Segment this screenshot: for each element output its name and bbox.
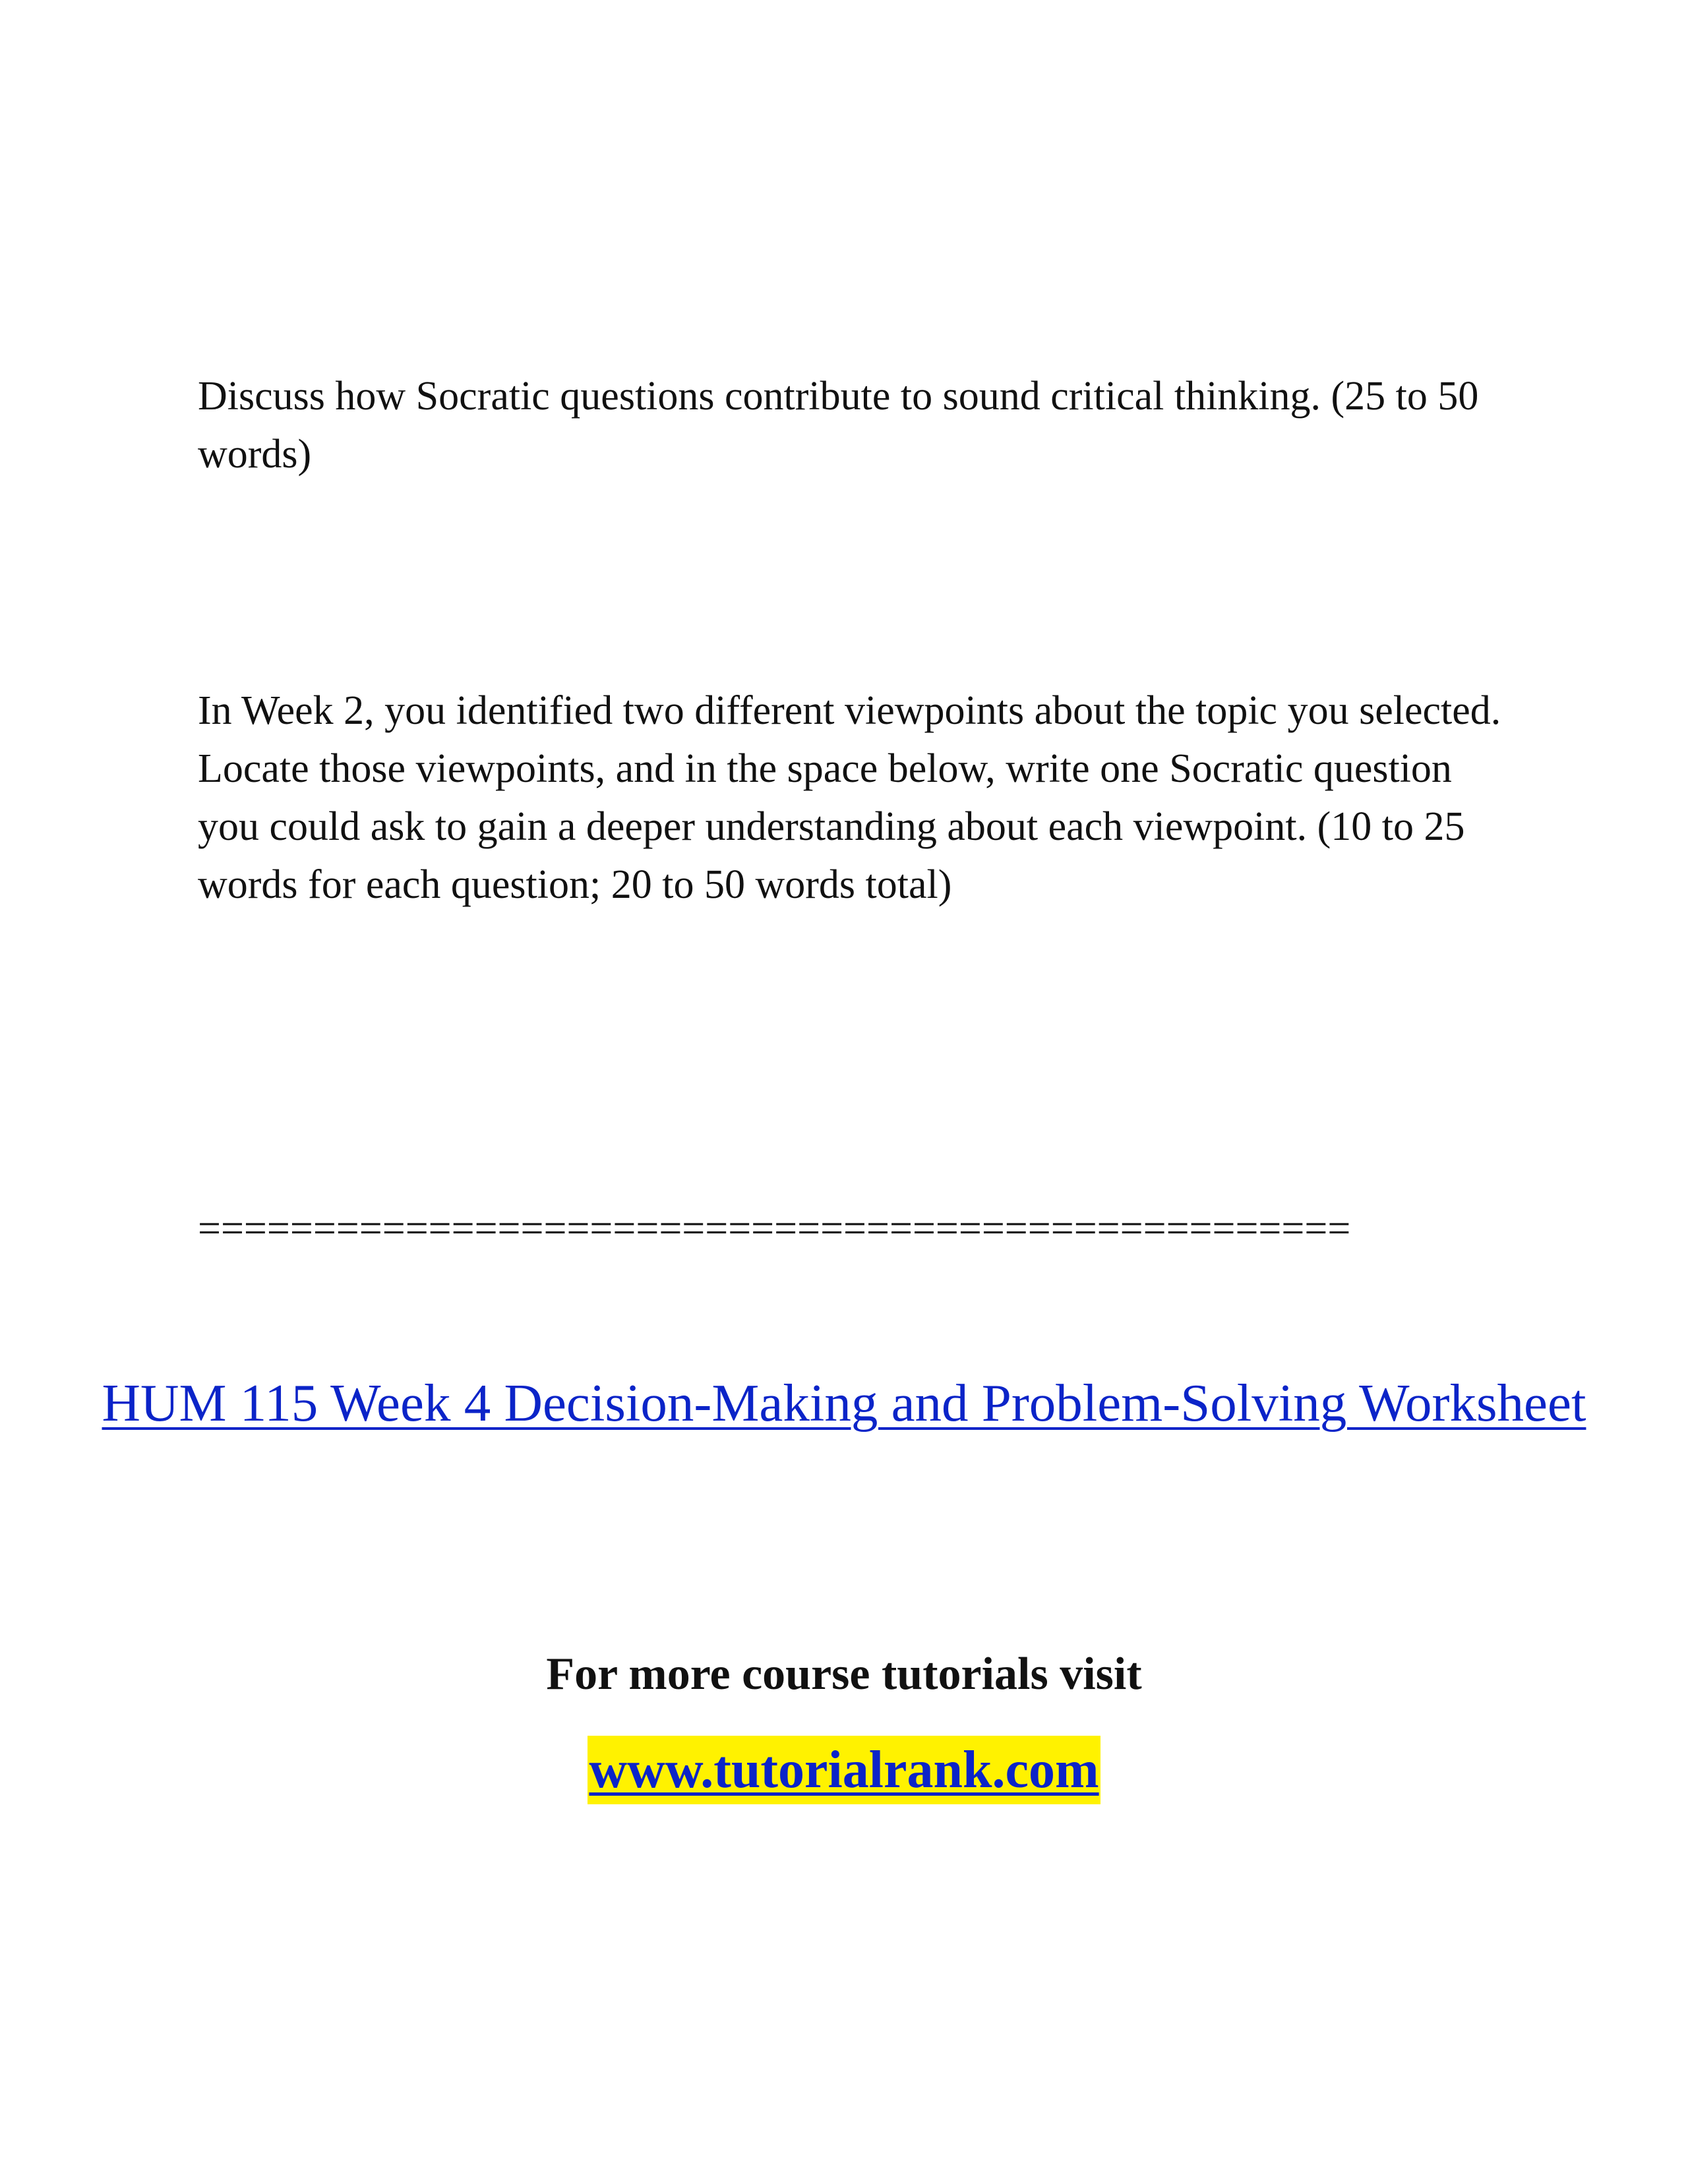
visit-text: For more course tutorials visit: [546, 1649, 1142, 1699]
site-link-block: [0, 1736, 1688, 1804]
question-paragraph-socratic: Discuss how Socratic questions contribute to sound critical thinking. (25 to 50 words): [198, 374, 1479, 477]
next-tutorial-block: [0, 1366, 1688, 1440]
separator-line: ==================================================: [198, 1206, 1351, 1251]
next-tutorial-link[interactable]: HUM 115 Week 4 Decision-Making and Problem-Solving Worksheet: [102, 1373, 1586, 1432]
site-link[interactable]: www.tutorialrank.com: [588, 1736, 1100, 1804]
question-paragraph-viewpoints: In Week 2, you identified two different viewpoints about the topic you selected. Locate those viewpoints, and in the space below, write one Socratic question you could ask to gain a deeper understanding about each viewpoint. (10 to 25 words for each question; 20 to 50 words total): [198, 688, 1501, 907]
